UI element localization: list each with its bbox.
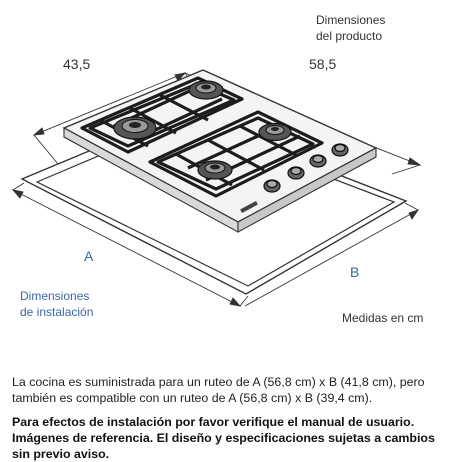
knob-3 bbox=[310, 155, 326, 167]
burner-back-left bbox=[189, 81, 223, 99]
cutout-a-label: A bbox=[84, 248, 94, 264]
disclaimer: Para efectos de instalación por favor verifique el manual de usuario. Imágenes de referencia. El diseño y especificaciones sujetas a cambios sin previo aviso. bbox=[12, 415, 435, 461]
routing-note: La cocina es suministrada para un ruteo de A (56,8 cm) x B (41,8 cm), pero también es compatible con un ruteo de A (56,8 cm) x B (39,4 cm). bbox=[12, 375, 425, 405]
cutout-b-label: B bbox=[350, 264, 360, 280]
width-value: 58,5 bbox=[309, 56, 337, 72]
burner-front-right bbox=[198, 161, 232, 179]
product-dimensions-label bbox=[316, 12, 385, 44]
depth-extension-left bbox=[34, 135, 58, 164]
product-dimensions-line2: del producto bbox=[316, 29, 383, 43]
burner-back-right bbox=[259, 124, 291, 141]
installation-dimensions-line2: de instalación bbox=[20, 305, 94, 319]
knob-1 bbox=[264, 180, 280, 192]
burner-front-left bbox=[114, 117, 156, 139]
cutout-a-ext-left bbox=[13, 183, 24, 190]
installation-dimensions-line1: Dimensiones bbox=[20, 289, 90, 303]
width-extension-right bbox=[392, 165, 420, 174]
knob-4 bbox=[332, 144, 348, 156]
depth-value: 43,5 bbox=[63, 56, 91, 72]
units-label: Medidas en cm bbox=[342, 311, 424, 325]
knob-2 bbox=[288, 167, 304, 179]
installation-dimensions-label bbox=[20, 288, 93, 320]
cutout-b-ext-right bbox=[405, 203, 418, 210]
product-dimensions-line1: Dimensiones bbox=[316, 13, 386, 27]
